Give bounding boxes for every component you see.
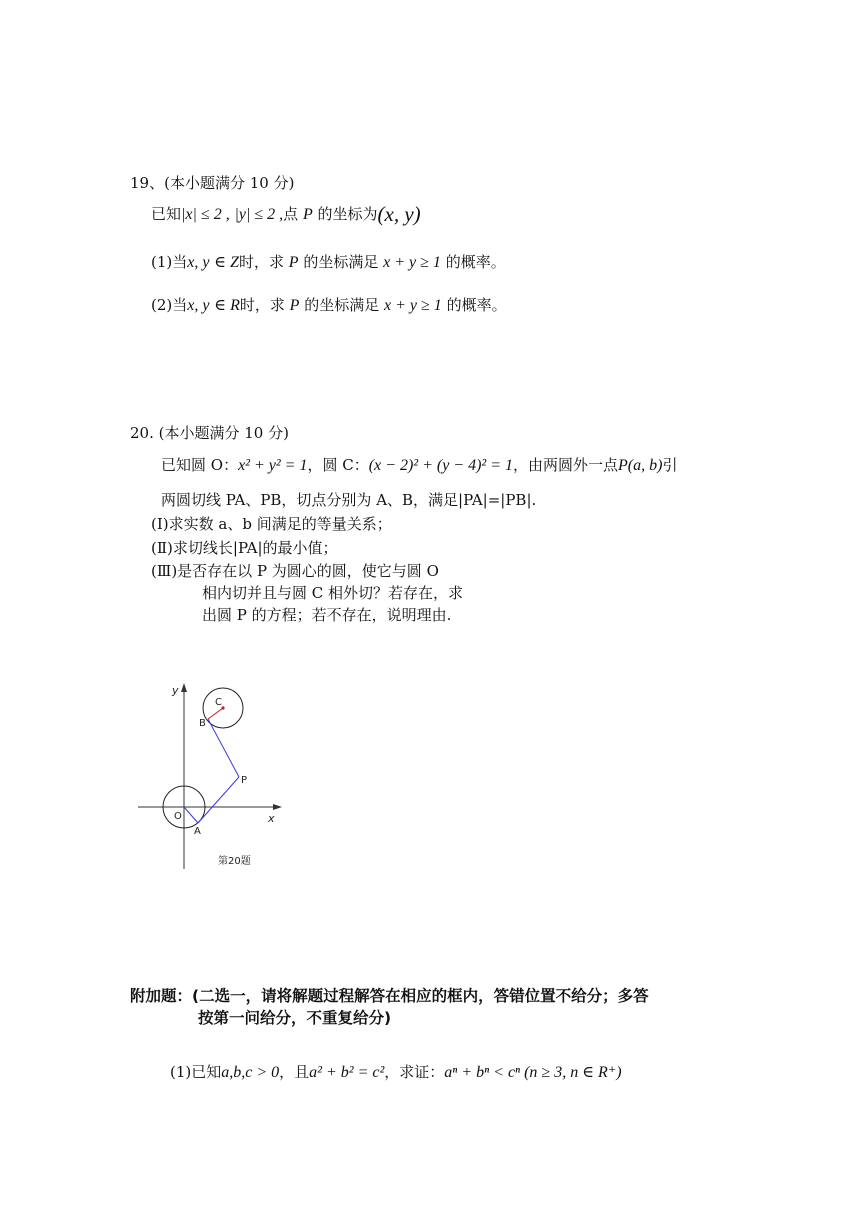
q20-line2: 两圆切线 PA、PB，切点分别为 A、B，满足|PA|=|PB|. <box>161 491 537 509</box>
bonus-instruction-line-1 <box>130 986 649 1006</box>
q19-part1-vars: x, y <box>187 254 210 271</box>
label-p: P <box>241 775 248 786</box>
q19-part2-vars: x, y <box>187 297 210 314</box>
bonus-instruction-1: (二选一，请将解题过程解答在相应的框内，答错位置不给分；多答 <box>192 987 649 1005</box>
q19-part2-mid: 时，求 <box>239 296 285 314</box>
q20-item-3-line-3: 出圆 P 的方程；若不存在，说明理由. <box>202 606 452 624</box>
q20-point-p: P(a, b) <box>618 457 663 474</box>
q20-item-1: (Ⅰ)求实数 a、b 间满足的等量关系； <box>151 515 392 533</box>
label-y: y <box>172 684 179 697</box>
q19-part1 <box>151 252 506 273</box>
label-c: C <box>215 697 222 708</box>
q20-line1-c: ，由两圆外一点 <box>513 456 619 474</box>
q20-circle-o-eq: x² + y² = 1 <box>238 457 308 474</box>
q20-line1-a: 已知圆 O： <box>161 456 239 474</box>
q19-part2-num: (2)当 <box>151 296 188 314</box>
q20-line1-d: 引 <box>662 456 678 474</box>
q19-part2-end: 的概率。 <box>446 296 507 314</box>
q19-cond-x: |x| ≤ 2 , <box>181 206 230 223</box>
label-b: B <box>199 718 206 729</box>
q19-part2-mid2: 的坐标满足 <box>304 296 380 314</box>
y-axis-arrow <box>181 683 187 692</box>
q19-part2-set: ∈ R <box>214 297 240 314</box>
q19-intro-mid: 点 <box>283 205 299 223</box>
q19-part1-mid: 时，求 <box>238 253 284 271</box>
q19-part1-end: 的概率。 <box>445 253 506 271</box>
bonus-p1-eq: a² + b² = c² <box>309 1064 385 1081</box>
bonus-p1-cond: a,b,c > 0 <box>221 1064 280 1081</box>
q19-part2-ineq: x + y ≥ 1 <box>384 297 442 314</box>
q19-part1-mid2: 的坐标满足 <box>303 253 379 271</box>
bonus-label: 附加题： <box>130 987 193 1005</box>
q20-line1 <box>161 455 677 476</box>
radius-oa <box>184 807 198 823</box>
bonus-p1-num: (1)已知 <box>170 1063 222 1081</box>
q20-item-3-line-2: 相内切并且与圆 C 相外切？若存在，求 <box>202 584 464 602</box>
bonus-problem-1 <box>170 1062 622 1083</box>
x-axis-arrow <box>273 804 282 810</box>
figure-caption: 第20题 <box>218 856 251 867</box>
bonus-instruction-line-2: 按第一问给分，不重复给分) <box>198 1009 392 1027</box>
q20-figure <box>130 672 290 872</box>
q19-intro-suffix: 的坐标为 <box>317 205 378 223</box>
q19-point: P <box>302 206 313 223</box>
label-x: x <box>268 812 275 825</box>
label-o: O <box>174 811 182 822</box>
bonus-p1-mid2: ，求证： <box>384 1063 445 1081</box>
q19-cond-y: |y| ≤ 2 , <box>234 206 284 223</box>
q19-part1-point: P <box>288 254 299 271</box>
q19-part1-num: (1)当 <box>151 253 188 271</box>
q19-part2 <box>151 295 507 316</box>
q19-coords: (x, y) <box>377 202 421 226</box>
q20-circle-c-eq: (x − 2)² + (y − 4)² = 1 <box>368 457 514 474</box>
label-a: A <box>194 826 201 837</box>
q19-part1-ineq: x + y ≥ 1 <box>383 254 441 271</box>
bonus-p1-ineq: aⁿ + bⁿ < cⁿ (n ≥ 3, n ∈ R⁺) <box>444 1064 622 1081</box>
bonus-p1-mid: ，且 <box>279 1063 310 1081</box>
q19-intro <box>151 204 421 225</box>
q19-title: 19、(本小题满分 10 分) <box>130 174 295 192</box>
q19-part2-point: P <box>289 297 300 314</box>
q19-intro-prefix: 已知 <box>151 205 182 223</box>
q20-item-3-line-1: (Ⅲ)是否存在以 P 为圆心的圆，使它与圆 O <box>151 562 439 580</box>
radius-cb <box>208 708 223 719</box>
q20-title: 20. (本小题满分 10 分) <box>130 424 289 442</box>
q19-part1-set: ∈ Z <box>214 254 239 271</box>
q20-line1-b: ，圆 C： <box>307 456 369 474</box>
q20-item-2: (Ⅱ)求切线长|PA|的最小值； <box>151 539 338 557</box>
